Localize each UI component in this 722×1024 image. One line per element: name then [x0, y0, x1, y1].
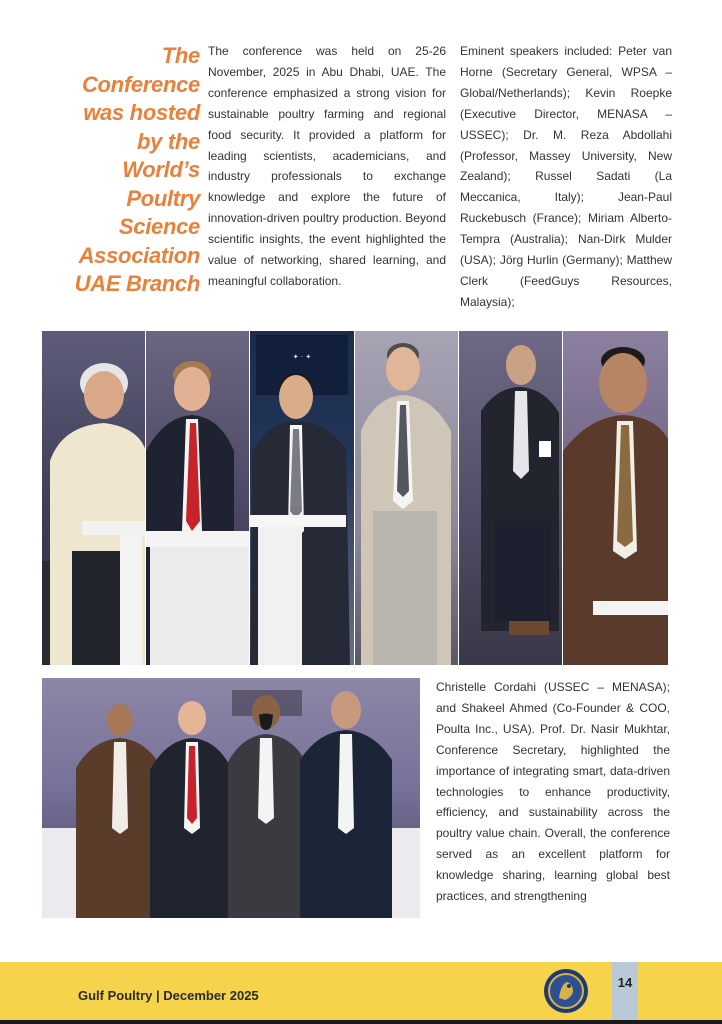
article-heading: The Conference was hosted by the World’s Poultry Science Association UAE Branch	[74, 43, 200, 296]
speaker-photo-strip	[42, 331, 668, 665]
svg-text:✦ · ✦: ✦ · ✦	[293, 353, 312, 361]
association-seal-icon	[543, 968, 589, 1019]
speaker-photo-1	[42, 331, 145, 665]
text-column-2: Eminent speakers included: Peter van Horne (Secretary General, WPSA – Global/Netherlands); Kevin Roepke (Executive Director, MENASA – USSEC); Dr. M. Reza Abdollahi (Professor, Massey University, New Zealand); Russel Sadati (La Meccanica, Italy); Jean-Paul Ruckebusch (France); Miriam Alberto-Tempra (Australia); Nan-Dirk Mulder (USA); Jörg Hurlin (Germany); Matthew Clerk (FeedGuys Resources, Malaysia);	[460, 44, 672, 309]
publication-name: Gulf Poultry | December 2025	[78, 988, 259, 1003]
speaker-photo-4	[354, 331, 458, 665]
text-column-1: The conference was held on 25-26 November, 2025 in Abu Dhabi, UAE. The conference emphasized a strong vision for sustainable poultry farming and regional food security. It provided a platform for leading scientists, academicians, and industry professionals to exchange knowledge and explore the future of innovation-driven poultry production. Beyond scientific insights, the event highlighted the value of networking, shared learning, and meaningful collaboration.	[208, 44, 446, 288]
speaker-photo-5	[458, 331, 562, 665]
page-number-box	[612, 962, 638, 1020]
page-number: 14	[617, 975, 633, 990]
speaker-photo-2	[145, 331, 249, 665]
speaker-photo-6	[562, 331, 668, 665]
speaker-photo-3	[249, 331, 353, 665]
bottom-divider	[0, 1020, 722, 1024]
text-column-3: Christelle Cordahi (USSEC – MENASA); and Shakeel Ahmed (Co-Founder & COO, Poulta Inc., USA). Prof. Dr. Nasir Mukhtar, Conference Secretary, highlighted the importance of integrating smart, data-driven technologies to enhance productivity, efficiency, and sustainability across the poultry value chain. Overall, the conference served as an excellent platform for knowledge sharing, learning global best practices, and strengthening	[436, 680, 670, 904]
group-photo	[42, 678, 420, 918]
